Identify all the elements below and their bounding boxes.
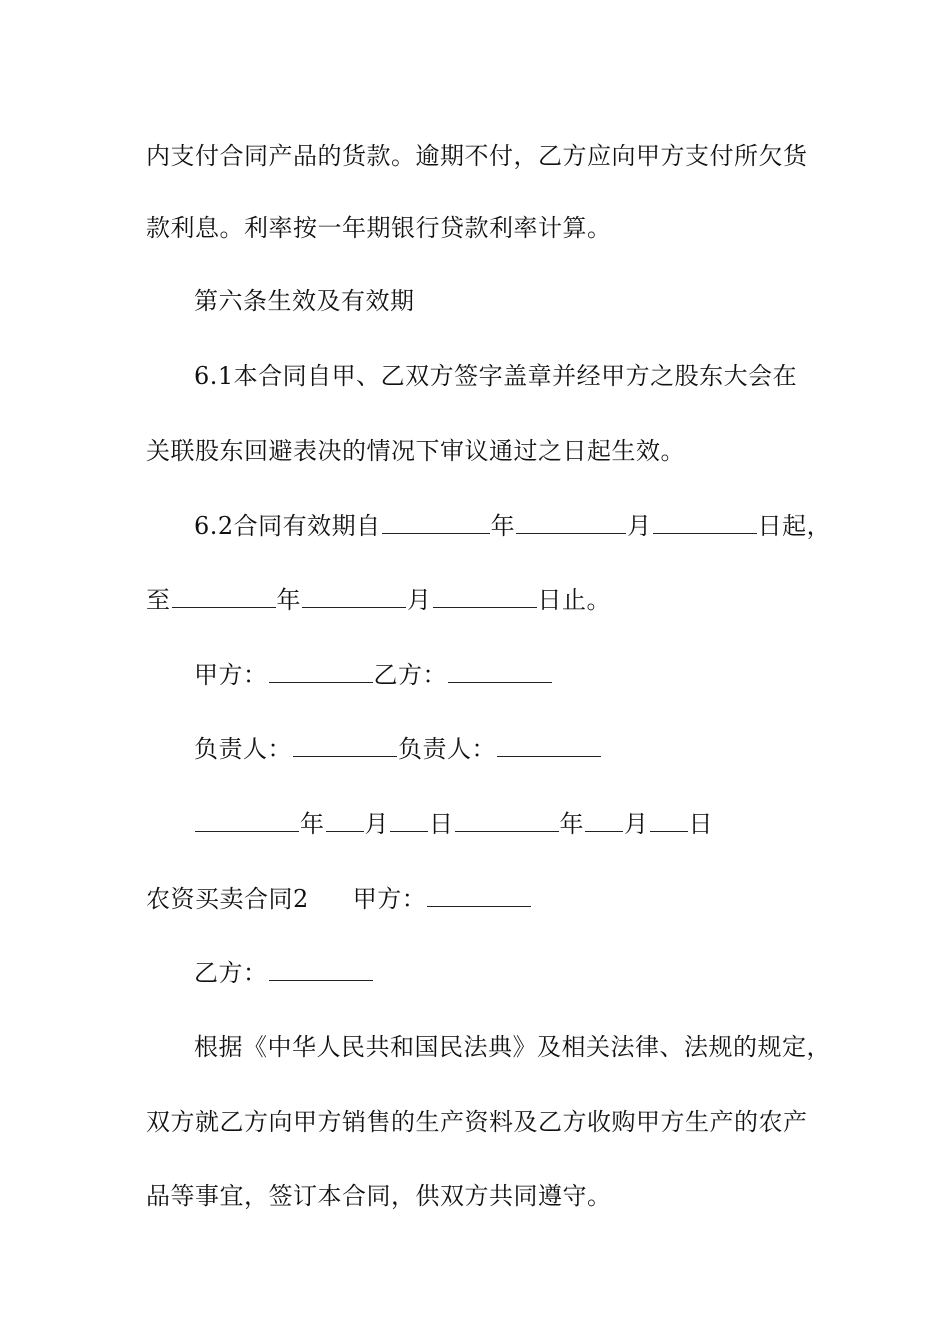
paragraph-line: 关联股东回避表决的情况下审议通过之日起生效。 [146, 437, 685, 465]
effective-period-end-line [146, 580, 830, 620]
section-heading: 第六条生效及有效期 [194, 287, 415, 315]
end-year-blank [172, 581, 276, 608]
contract-2-party-a-blank [427, 880, 531, 907]
day-label: 日 [688, 810, 713, 838]
responsible-b-blank [497, 730, 601, 757]
paragraph-line: 双方就乙方向甲方销售的生产资料及乙方收购甲方生产的农产 [146, 1108, 808, 1136]
party-b-blank [448, 656, 552, 683]
contract-2-party-b-blank [269, 954, 373, 981]
start-year-blank [382, 507, 490, 534]
month-label: 月 [364, 810, 389, 838]
paragraph-line: 品等事宜，签订本合同，供双方共同遵守。 [146, 1182, 612, 1210]
end-suffix: 日止。 [537, 586, 611, 614]
end-day-blank [433, 581, 537, 608]
party-b-label: 乙方： [373, 661, 447, 689]
paragraph-line: 款利息。利率按一年期银行贷款利率计算。 [146, 214, 612, 242]
paragraph-line: 内支付合同产品的货款。逾期不付，乙方应向甲方支付所欠货 [146, 142, 808, 170]
party-signature-line [194, 655, 830, 695]
responsible-a-label: 负责人： [194, 735, 292, 763]
year-label: 年 [300, 810, 325, 838]
party-a-blank [269, 656, 373, 683]
party-b-day-blank [650, 805, 688, 832]
start-month-blank [516, 507, 626, 534]
month-label: 月 [627, 512, 652, 540]
day-label: 日 [429, 810, 454, 838]
responsible-signature-line [194, 729, 830, 769]
paragraph-line: 根据《中华人民共和国民法典》及相关法律、法规的规定， [194, 1033, 831, 1061]
year-label: 年 [490, 512, 516, 540]
party-b-month-blank [585, 805, 623, 832]
start-suffix: 日起， [757, 512, 832, 540]
to-label: 至 [146, 586, 171, 614]
start-day-blank [653, 507, 757, 534]
party-a-year-blank [195, 805, 299, 832]
end-month-blank [302, 581, 406, 608]
party-a-month-blank [326, 805, 364, 832]
month-label: 月 [407, 586, 432, 614]
year-label: 年 [559, 810, 584, 838]
contract-2-title: 农资买卖合同2 [146, 885, 309, 913]
paragraph-line: 6.1本合同自甲、乙双方签字盖章并经甲方之股东大会在 [194, 362, 798, 390]
month-label: 月 [624, 810, 649, 838]
effective-period-prefix: 6.2合同有效期自 [194, 512, 381, 540]
year-label: 年 [276, 586, 301, 614]
contract-2-party-b-line [194, 953, 830, 993]
signature-date-line [194, 804, 830, 844]
contract-2-party-a-label: 甲方： [352, 885, 427, 913]
effective-period-start-line [194, 506, 830, 546]
party-b-year-blank [455, 805, 559, 832]
responsible-a-blank [293, 730, 397, 757]
party-a-day-blank [390, 805, 428, 832]
responsible-b-label: 负责人： [398, 735, 496, 763]
contract-2-heading-line [146, 879, 830, 919]
contract-2-party-b-label: 乙方： [194, 959, 268, 987]
party-a-label: 甲方： [194, 661, 268, 689]
